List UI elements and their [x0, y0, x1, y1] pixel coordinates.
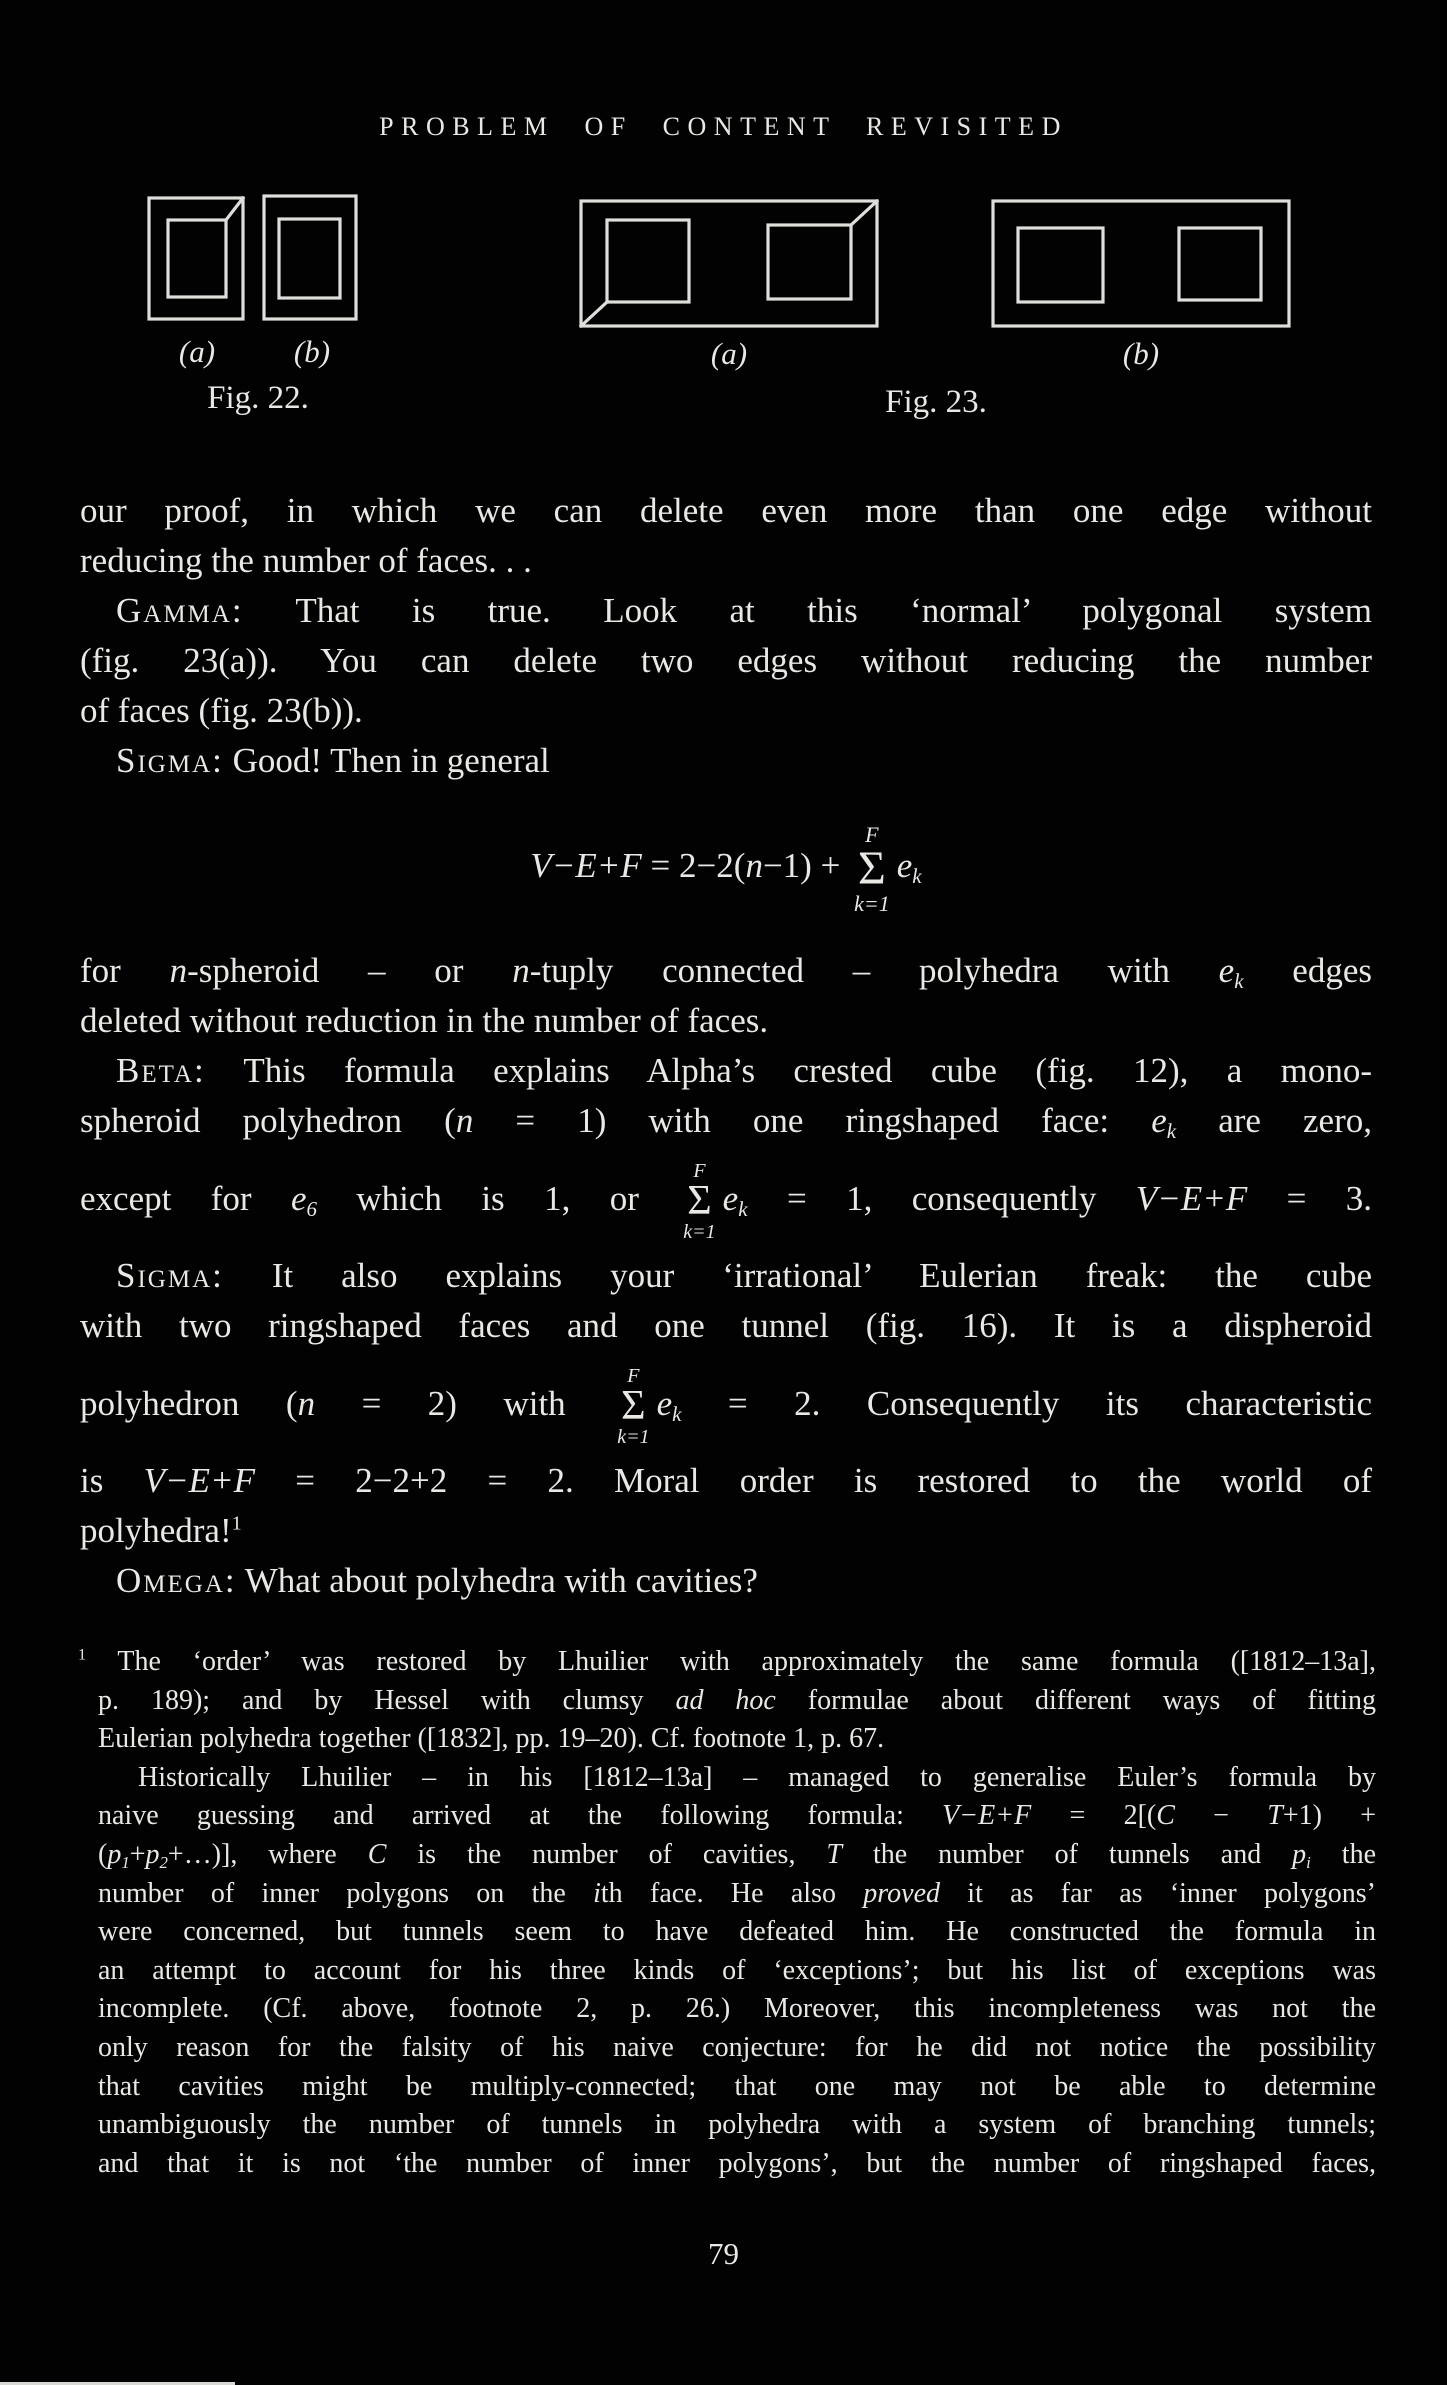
text-segment: -spheroid – or [187, 951, 513, 990]
text-segment: is the number of cavities, [386, 1838, 827, 1870]
sum-lower-limit: k=1 [854, 890, 890, 916]
text-line: with two ringshaped faces and one tunnel (fig. 16). It is a dispheroid [80, 1306, 1372, 1345]
footnote-line: and that it is not ‘the number of inner polygons’, but the number of ringshaped faces, [98, 2147, 1376, 2179]
sum-lower-limit: k=1 [617, 1425, 650, 1448]
figure-22a-label: (a) [178, 334, 216, 369]
text-line: (fig. 23(a)). You can delete two edges without reducing the number [80, 641, 1372, 680]
footnote-line: an attempt to account for his three kinds of ‘exceptions’; but his list of exceptions was [98, 1954, 1376, 1986]
footnote-line: were concerned, but tunnels seem to have defeated him. He constructed the formula in [98, 1916, 1376, 1948]
text-segment: polyhedron ( [80, 1384, 298, 1423]
dialogue-line-omega [80, 1556, 1372, 1606]
figure-22b-label: (b) [293, 334, 331, 369]
text-line: deleted without reduction in the number of faces. [80, 1001, 769, 1040]
text-segment: the [1310, 1838, 1376, 1870]
euler-formula [80, 786, 1372, 946]
text-segment: is [80, 1461, 144, 1500]
text-segment: +1) + [1282, 1800, 1376, 1832]
page-number: 79 [708, 2236, 739, 2271]
inner-square-right [1179, 228, 1261, 300]
dialogue-text: Good! Then in general [223, 741, 550, 780]
sigma-glyph: Σ [857, 842, 886, 896]
text-line [80, 946, 1372, 996]
figure-23b-label: (b) [1122, 336, 1160, 371]
variable-n: n [455, 1101, 474, 1140]
subscript-k: k [738, 1196, 748, 1221]
formula-lhs: V−E+F [530, 846, 642, 885]
variable-i: i [593, 1877, 601, 1909]
subscript-2: 2 [159, 1852, 168, 1872]
summation-symbol [683, 1161, 715, 1243]
diagonal-edge-top-right [851, 201, 877, 225]
summation-symbol [854, 823, 890, 915]
variable-n: n [169, 951, 188, 990]
text-line [80, 1096, 1372, 1146]
text-segment: = 1, consequently [747, 1179, 1136, 1218]
text-segment: = 1) with one ringshaped face: [473, 1101, 1152, 1140]
text-segment: th face. He also [600, 1877, 864, 1909]
variable-e: e [290, 1179, 307, 1218]
figure-22a [146, 192, 246, 324]
inner-square-right [768, 225, 851, 299]
subscript-k: k [1166, 1118, 1177, 1143]
variable-e: e [1218, 951, 1235, 990]
text-segment: p. 189); and by Hessel with clumsy [98, 1684, 676, 1716]
formula-eq: = 2−2( [641, 846, 746, 885]
footnote-line: Eulerian polyhedra together ([1832], pp. 19–20). Cf. footnote 1, p. 67. [98, 1723, 885, 1755]
text-line: our proof, in which we can delete even more than one edge without [80, 491, 1372, 530]
variable-n: n [512, 951, 530, 990]
figure-22-caption: Fig. 22. [207, 380, 309, 416]
polygon-drawing-22a [146, 192, 246, 324]
text-segment: number of inner polygons on the [98, 1877, 594, 1909]
variable-p: p [1292, 1838, 1307, 1870]
footnote-marker: 1 [78, 1645, 87, 1664]
text-segment: = 2) with [315, 1384, 613, 1423]
dialogue-line-sigma [80, 1251, 1372, 1301]
text-line: reducing the number of faces. . . [80, 541, 532, 580]
formula-e: e [896, 846, 913, 885]
formula-n: n [745, 846, 763, 885]
text-segment: + [129, 1838, 146, 1870]
variable-e: e [722, 1179, 739, 1218]
text-segment: +…)], where [167, 1838, 368, 1870]
footnote-reference: 1 [231, 1512, 242, 1535]
dialogue-text: It also explains your ‘irrational’ Eulerian freak: the cube [223, 1256, 1372, 1295]
speaker-name: Sigma: [116, 741, 224, 780]
footnote-block [78, 1643, 1376, 2183]
summation-symbol [617, 1366, 649, 1448]
text-segment: The ‘order’ was restored by Lhuilier with approximately the same formula ([1812–13a], [86, 1646, 1376, 1677]
inner-square [168, 220, 226, 297]
footnote-line [78, 1643, 1376, 1682]
variable-c: C [367, 1838, 387, 1870]
formula-vef: V−E+F [1135, 1179, 1248, 1218]
polygon-drawing-22b [262, 192, 359, 323]
text-segment: edges [1243, 951, 1372, 990]
figure-23b [990, 196, 1292, 330]
variable-n: n [297, 1384, 316, 1423]
dialogue-line-sigma [80, 736, 1372, 786]
footnote-line: unambiguously the number of tunnels in polyhedra with a system of branching tunnels; [98, 2109, 1376, 2141]
text-segment: − [1174, 1800, 1268, 1832]
footnote-line: that cavities might be multiply-connected; that one may not be able to determine [98, 2070, 1376, 2102]
inner-square-left [1018, 228, 1103, 302]
footnote-line [98, 1797, 1376, 1836]
text-segment: = 2−2+2 = 2. Moral order is restored to the world of [254, 1461, 1372, 1500]
text-segment: -tuply connected – polyhedra with [529, 951, 1219, 990]
footnote-line [98, 1875, 1376, 1914]
text-segment: which is 1, or [317, 1179, 679, 1218]
text-segment: the number of tunnels and [842, 1838, 1293, 1870]
text-segment: = 2[( [1031, 1800, 1157, 1832]
text-segment: naive guessing and arrived at the following formula: [98, 1800, 943, 1832]
dialogue-text: What about polyhedra with cavities? [236, 1561, 758, 1600]
subscript-k: k [672, 1401, 682, 1426]
running-header: PROBLEM OF CONTENT REVISITED [379, 112, 1068, 141]
variable-e: e [1151, 1101, 1167, 1140]
dialogue-text: That is true. Look at this ‘normal’ polygonal system [243, 591, 1372, 630]
text-segment: it as far as ‘inner polygons’ [940, 1877, 1376, 1909]
inner-square-left [607, 220, 689, 302]
text-segment: = 3. [1247, 1179, 1372, 1218]
speaker-name: Beta: [116, 1051, 206, 1090]
variable-p: p [145, 1838, 160, 1870]
footnote-line: only reason for the falsity of his naive conjecture: for he did not notice the possibility [98, 2031, 1376, 2063]
footnote-line [98, 1836, 1376, 1875]
sum-upper-limit: F [627, 1365, 640, 1388]
text-segment: = 2. Consequently its characteristic [681, 1384, 1372, 1423]
diagonal-edge-bottom-left [581, 302, 607, 326]
latin-phrase: ad hoc [675, 1684, 776, 1716]
inner-square [279, 219, 340, 298]
text-segment: formulae about different ways of fitting [775, 1684, 1376, 1716]
sum-lower-limit: k=1 [683, 1220, 716, 1243]
text-segment: are zero, [1176, 1101, 1372, 1140]
dialogue-text: This formula explains Alpha’s crested cube (fig. 12), a mono- [205, 1051, 1372, 1090]
footnote-line: incomplete. (Cf. above, footnote 2, p. 26.) Moreover, this incompleteness was not the [98, 1993, 1376, 2025]
text-segment: for [80, 951, 170, 990]
subscript-6: 6 [306, 1196, 317, 1221]
text-line: of faces (fig. 23(b)). [80, 691, 363, 730]
variable-e: e [656, 1384, 673, 1423]
dialogue-line-beta [80, 1046, 1372, 1096]
variable-p: p [107, 1838, 122, 1870]
figure-23-caption: Fig. 23. [885, 384, 987, 420]
footnote-line [98, 1682, 1376, 1721]
variable-t: T [826, 1838, 842, 1870]
sum-upper-limit: F [865, 822, 879, 848]
figure-23a-label: (a) [710, 336, 748, 371]
formula-vef: V−E+F [942, 1800, 1032, 1832]
text-segment: ( [98, 1838, 108, 1870]
subscript-1: 1 [121, 1852, 130, 1872]
dialogue-line-gamma [80, 586, 1372, 636]
emphasis-word: proved [863, 1877, 940, 1909]
text-line [80, 1506, 1372, 1556]
speaker-name: Sigma: [116, 1256, 224, 1295]
body-text [80, 486, 1372, 1606]
formula-mid: −1) + [762, 846, 850, 885]
speaker-name: Omega: [116, 1561, 237, 1600]
speaker-name: Gamma: [116, 591, 244, 630]
figure-22b [262, 192, 359, 323]
sigma-glyph: Σ [687, 1178, 712, 1225]
sum-upper-limit: F [693, 1160, 706, 1183]
text-line [80, 1456, 1372, 1506]
variable-c: C [1156, 1800, 1175, 1832]
variable-t: T [1267, 1800, 1283, 1832]
text-line-with-sum [80, 1351, 1372, 1456]
text-segment: except for [80, 1179, 291, 1218]
formula-e-subscript: k [912, 863, 922, 888]
diagonal-edge [226, 198, 243, 220]
polygon-drawing-23b [990, 196, 1292, 330]
polygon-drawing-23a [578, 196, 880, 330]
figure-23a [578, 196, 880, 330]
subscript-i: i [1306, 1852, 1311, 1872]
subscript-k: k [1234, 968, 1244, 993]
text-line-with-sum [80, 1146, 1372, 1251]
footnote-line: Historically Lhuilier – in his [1812–13a] – managed to generalise Euler’s formula by [138, 1761, 1376, 1793]
text-segment: spheroid polyhedron ( [80, 1101, 456, 1140]
formula-vef: V−E+F [143, 1461, 255, 1500]
sigma-glyph: Σ [621, 1383, 646, 1430]
outer-rectangle [993, 201, 1289, 326]
text-segment: polyhedra! [80, 1511, 232, 1550]
